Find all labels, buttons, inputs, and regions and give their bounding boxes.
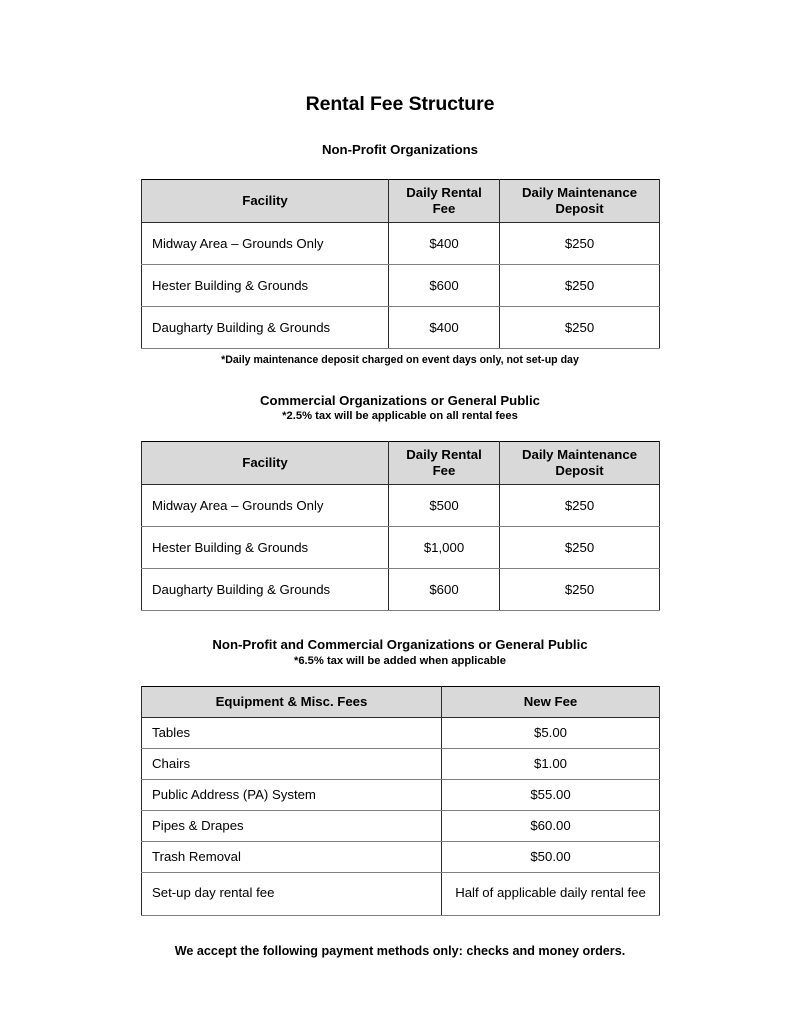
section-subnote-commercial-tax: *2.5% tax will be applicable on all rental fees xyxy=(282,410,518,423)
header-line-1: Daily Maintenance xyxy=(521,184,638,200)
cell-new-fee: $5.00 xyxy=(442,717,660,748)
cell-equipment-item: Public Address (PA) System xyxy=(142,779,442,810)
cell-facility: Hester Building & Grounds xyxy=(142,527,389,569)
cell-equipment-item: Pipes & Drapes xyxy=(142,810,442,841)
table-row xyxy=(142,717,660,748)
cell-equipment-item: Tables xyxy=(142,717,442,748)
payment-methods-note: We accept the following payment methods only: checks and money orders. xyxy=(174,943,626,958)
page-title: Rental Fee Structure xyxy=(305,93,495,115)
cell-daily-maintenance-deposit: $250 xyxy=(500,527,660,569)
column-header-equipment-misc-fees: Equipment & Misc. Fees xyxy=(142,686,442,717)
cell-daily-rental-fee: $600 xyxy=(389,264,500,306)
header-line-2: Fee xyxy=(432,200,456,216)
cell-new-fee: $1.00 xyxy=(442,748,660,779)
table-row xyxy=(142,810,660,841)
cell-equipment-item: Chairs xyxy=(142,748,442,779)
table-row xyxy=(142,569,660,611)
table-row xyxy=(142,264,660,306)
spacer xyxy=(141,423,659,441)
cell-facility: Midway Area – Grounds Only xyxy=(142,222,389,264)
table-row xyxy=(142,306,660,348)
spacer xyxy=(141,116,659,142)
non-profit-fee-table xyxy=(141,179,660,349)
section-subnote-equipment-tax: *6.5% tax will be added when applicable xyxy=(293,654,506,667)
cell-facility: Daugharty Building & Grounds xyxy=(142,569,389,611)
table-row xyxy=(142,779,660,810)
cell-new-fee: $50.00 xyxy=(442,841,660,872)
cell-daily-rental-fee: $600 xyxy=(389,569,500,611)
cell-new-fee: Half of applicable daily rental fee xyxy=(442,872,660,915)
header-line-2: Deposit xyxy=(555,463,604,479)
commercial-fee-table xyxy=(141,441,660,611)
table-row xyxy=(142,222,660,264)
table-row xyxy=(142,527,660,569)
cell-daily-maintenance-deposit: $250 xyxy=(500,485,660,527)
document-content xyxy=(141,0,659,959)
table-header-row xyxy=(142,686,660,717)
header-line-2: Fee xyxy=(432,463,456,479)
cell-facility: Midway Area – Grounds Only xyxy=(142,485,389,527)
cell-new-fee: $60.00 xyxy=(442,810,660,841)
cell-daily-rental-fee: $400 xyxy=(389,306,500,348)
cell-daily-rental-fee: $1,000 xyxy=(389,527,500,569)
cell-facility: Hester Building & Grounds xyxy=(142,264,389,306)
section-heading-commercial: Commercial Organizations or General Public xyxy=(260,392,540,408)
spacer xyxy=(141,368,659,393)
header-line-1: Daily Rental xyxy=(406,447,482,463)
header-line-2: Deposit xyxy=(555,200,604,216)
column-header-daily-maintenance-deposit xyxy=(500,442,660,485)
table-row xyxy=(142,748,660,779)
cell-daily-maintenance-deposit: $250 xyxy=(500,222,660,264)
spacer xyxy=(141,611,659,637)
column-header-daily-maintenance-deposit xyxy=(500,179,660,222)
cell-daily-maintenance-deposit: $250 xyxy=(500,306,660,348)
spacer xyxy=(141,159,659,179)
cell-equipment-item: Trash Removal xyxy=(142,841,442,872)
cell-daily-maintenance-deposit: $250 xyxy=(500,569,660,611)
cell-daily-rental-fee: $400 xyxy=(389,222,500,264)
header-line-1: Daily Rental xyxy=(406,184,482,200)
equipment-fee-table xyxy=(141,686,660,916)
spacer xyxy=(141,668,659,686)
section-heading-non-profit: Non-Profit Organizations xyxy=(321,142,479,158)
column-header-daily-rental-fee xyxy=(389,179,500,222)
table-row xyxy=(142,872,660,915)
table-header-row xyxy=(142,442,660,485)
column-header-daily-rental-fee xyxy=(389,442,500,485)
non-profit-table-note: *Daily maintenance deposit charged on event days only, not set-up day xyxy=(221,353,579,366)
table-row xyxy=(142,841,660,872)
cell-facility: Daugharty Building & Grounds xyxy=(142,306,389,348)
header-line-1: Daily Maintenance xyxy=(521,447,638,463)
spacer xyxy=(141,916,659,943)
cell-daily-rental-fee: $500 xyxy=(389,485,500,527)
column-header-facility: Facility xyxy=(142,179,389,222)
column-header-facility: Facility xyxy=(142,442,389,485)
section-heading-equipment: Non-Profit and Commercial Organizations or General Public xyxy=(212,637,588,653)
column-header-new-fee: New Fee xyxy=(442,686,660,717)
table-row xyxy=(142,485,660,527)
table-header-row xyxy=(142,179,660,222)
cell-new-fee: $55.00 xyxy=(442,779,660,810)
cell-daily-maintenance-deposit: $250 xyxy=(500,264,660,306)
cell-equipment-item: Set-up day rental fee xyxy=(142,872,442,915)
